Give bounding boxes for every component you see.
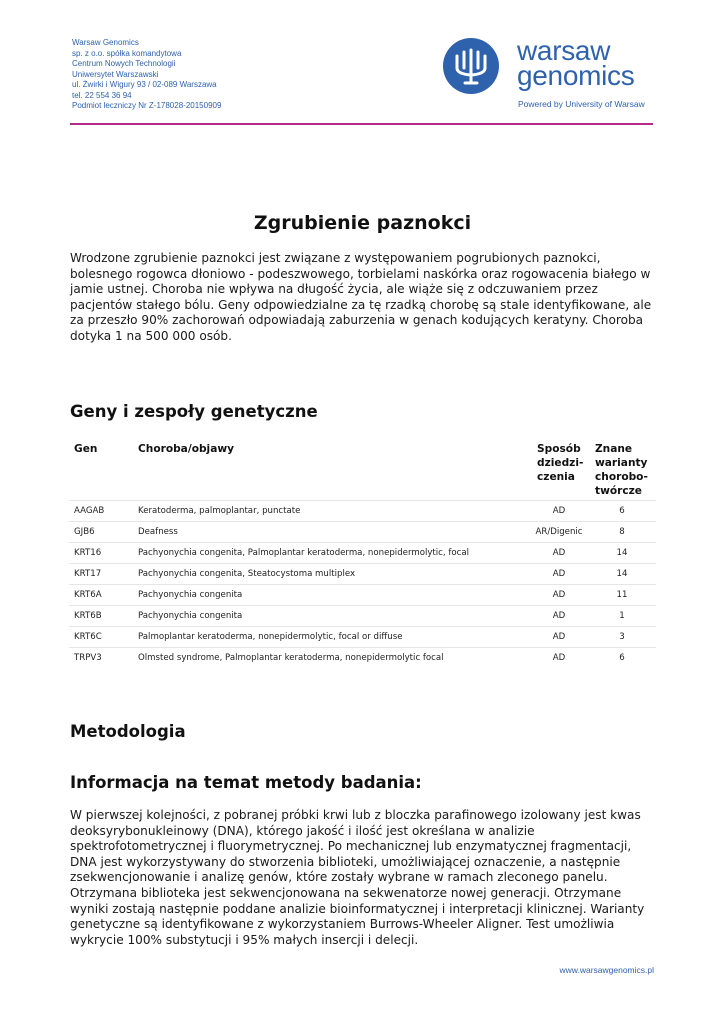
methodology-heading: Metodologia: [70, 722, 186, 741]
cell-gene: KRT17: [74, 569, 102, 579]
cell-disease: Pachyonychia congenita, Steatocystoma multiplex: [138, 569, 356, 579]
logo-word-warsaw: warsaw: [517, 35, 611, 66]
cell-variants: 8: [619, 527, 625, 537]
cell-inheritance: AD: [552, 590, 566, 600]
address-line: sp. z o.o. spółka komandytowa: [72, 48, 182, 58]
column-header-variants: Znane warianty chorobo-twórcze: [595, 443, 648, 497]
header-divider: [70, 123, 653, 125]
cell-gene: KRT16: [74, 548, 102, 558]
intro-paragraph: Wrodzone zgrubienie paznokci jest związane z występowaniem pogrubionych paznokci, bolesnego rogowca dłoniowo - podeszwowego, torbielami naskórka oraz rogowacenia białego w jamie ustnej. Choroba nie wpływa na długość życia, ale wiąże się z odczuwaniem przez pacjentów stałego bólu. Geny odpowiedzialne za tę rzadką chorobę są stale identyfikowane, ale za przeszło 90% zachorowań odpowiadają zaburzenia w genach kodujących keratyny. Choroba dotyka 1 na 500 000 osób.: [70, 251, 652, 343]
cell-inheritance: AD: [552, 653, 566, 663]
logo-tagline: Powered by University of Warsaw: [518, 99, 645, 109]
company-address-block: [72, 38, 221, 112]
table-row: [69, 606, 656, 627]
address-line: Centrum Nowych Technologii: [72, 59, 176, 68]
cell-inheritance: AD: [552, 632, 566, 642]
logo-wordmark: [517, 35, 635, 91]
cell-disease: Palmoplantar keratoderma, nonepidermolytic, focal or diffuse: [138, 632, 403, 642]
logo-word-genomics: genomics: [517, 60, 635, 91]
cell-disease: Olmsted syndrome, Palmoplantar keratoderma, nonepidermolytic focal: [138, 653, 444, 663]
cell-gene: AAGAB: [74, 506, 105, 516]
column-header-disease: Choroba/objawy: [138, 443, 235, 455]
cell-disease: Pachyonychia congenita: [138, 590, 243, 600]
cell-gene: KRT6B: [74, 611, 102, 621]
cell-inheritance: AD: [552, 569, 566, 579]
table-row: [69, 564, 656, 585]
cell-gene: KRT6A: [74, 590, 102, 600]
cell-disease: Pachyonychia congenita: [138, 611, 243, 621]
cell-variants: 6: [619, 653, 625, 663]
cell-inheritance: AD: [552, 506, 566, 516]
table-row: [69, 627, 656, 648]
cell-variants: 14: [616, 548, 628, 558]
cell-variants: 1: [619, 611, 625, 621]
cell-variants: 3: [619, 632, 625, 642]
warsaw-genomics-logo: [443, 35, 663, 114]
table-row: [69, 522, 656, 543]
genes-section-heading: Geny i zespoły genetyczne: [70, 402, 318, 421]
table-row: [69, 648, 656, 668]
table-row: [69, 501, 656, 522]
column-header-gene: Gen: [74, 443, 98, 455]
address-line: Uniwersytet Warszawski: [72, 69, 159, 79]
cell-inheritance: AR/Digenic: [535, 527, 583, 537]
page-title: Zgrubienie paznokci: [253, 212, 472, 234]
methodology-paragraph: W pierwszej kolejności, z pobranej próbki krwi lub z bloczka parafinowego izolowany jest kwas deoksyrybonukleinowy (DNA), którego jakość i ilość jest określana w analizie spektrofotometrycznej i fluorymetrycznej. Po mechanicznej lub enzymatycznej fragmentacji, DNA jest wykorzystywany do stworzenia biblioteki, umożliwiającej oznaczenie, a następnie zsekwencjonowanie i analizę genów, które zostały wybrane w ramach zleconego panelu. Otrzymana biblioteka jest sekwencjonowana na sekwenatorze nowej generacji. Otrzymane wyniki zostają następnie poddane analizie bioinformatycznej i interpretacji klinicznej. Warianty genetyczne są identyfikowane z wykorzystaniem Burrows-Wheeler Aligner. Test umożliwia wykrycie 100% substytucji i 95% małych insercji i delecji.: [70, 808, 645, 947]
logo-mark-icon: [443, 38, 499, 94]
cell-inheritance: AD: [552, 548, 566, 558]
cell-disease: Keratoderma, palmoplantar, punctate: [138, 506, 301, 516]
cell-variants: 14: [616, 569, 628, 579]
cell-variants: 6: [619, 506, 625, 516]
cell-gene: KRT6C: [74, 632, 102, 642]
cell-disease: Pachyonychia congenita, Palmoplantar keratoderma, nonepidermolytic, focal: [138, 548, 470, 558]
table-row: [69, 543, 656, 564]
methodology-subheading: Informacja na temat metody badania:: [70, 773, 422, 792]
cell-inheritance: AD: [552, 611, 566, 621]
address-line: ul. Żwirki i Wigury 93 / 02-089 Warszawa: [72, 80, 217, 89]
address-line: Warsaw Genomics: [72, 38, 139, 47]
address-line: tel. 22 554 36 94: [72, 90, 132, 100]
footer-website-link[interactable]: www.warsawgenomics.pl: [559, 965, 654, 975]
cell-gene: TRPV3: [74, 653, 102, 663]
column-header-inheritance: Sposób dziedzi-czenia: [537, 443, 584, 483]
cell-gene: GJB6: [74, 527, 95, 537]
table-row: [69, 585, 656, 606]
cell-variants: 11: [616, 590, 628, 600]
table-header: [69, 440, 656, 501]
cell-disease: Deafness: [138, 527, 178, 537]
address-line: Podmiot leczniczy Nr Z-178028-20150909: [72, 101, 222, 110]
genes-table: [69, 440, 656, 668]
